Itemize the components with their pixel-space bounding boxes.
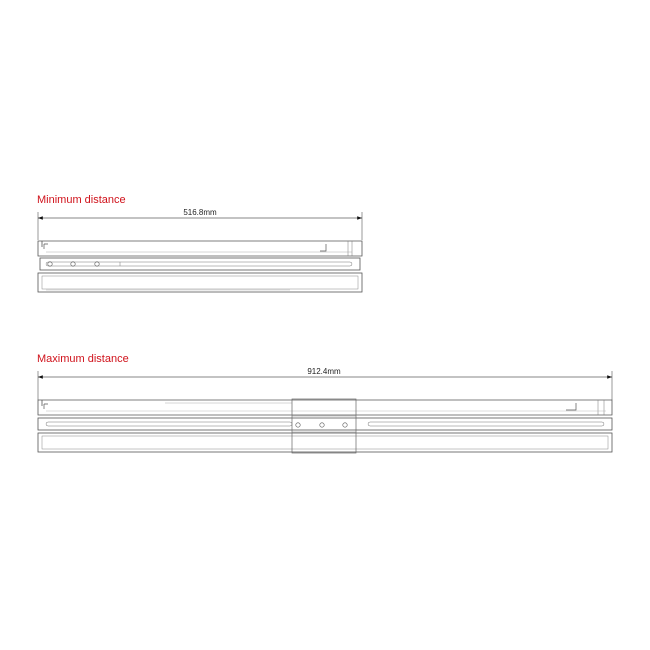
maximum-mount-hole xyxy=(343,423,347,427)
maximum-outer-rail xyxy=(38,400,612,415)
maximum-dimension-line xyxy=(38,371,612,400)
minimum-mount-hole xyxy=(71,262,75,266)
maximum-middle-rail xyxy=(38,418,612,430)
minimum-distance-title: Minimum distance xyxy=(37,194,126,206)
maximum-mount-hole xyxy=(320,423,324,427)
maximum-distance-title: Maximum distance xyxy=(37,353,129,365)
maximum-mount-hole xyxy=(296,423,300,427)
minimum-mount-hole xyxy=(48,262,52,266)
minimum-inner-rail xyxy=(38,273,362,292)
maximum-inner-rail xyxy=(38,433,612,452)
minimum-outer-rail xyxy=(38,241,362,256)
minimum-mount-hole xyxy=(95,262,99,266)
minimum-dimension-line xyxy=(38,212,362,240)
minimum-distance-dimension: 516.8mm xyxy=(183,208,217,217)
maximum-distance-dimension: 912.4mm xyxy=(307,367,341,376)
minimum-middle-rail xyxy=(40,258,360,270)
